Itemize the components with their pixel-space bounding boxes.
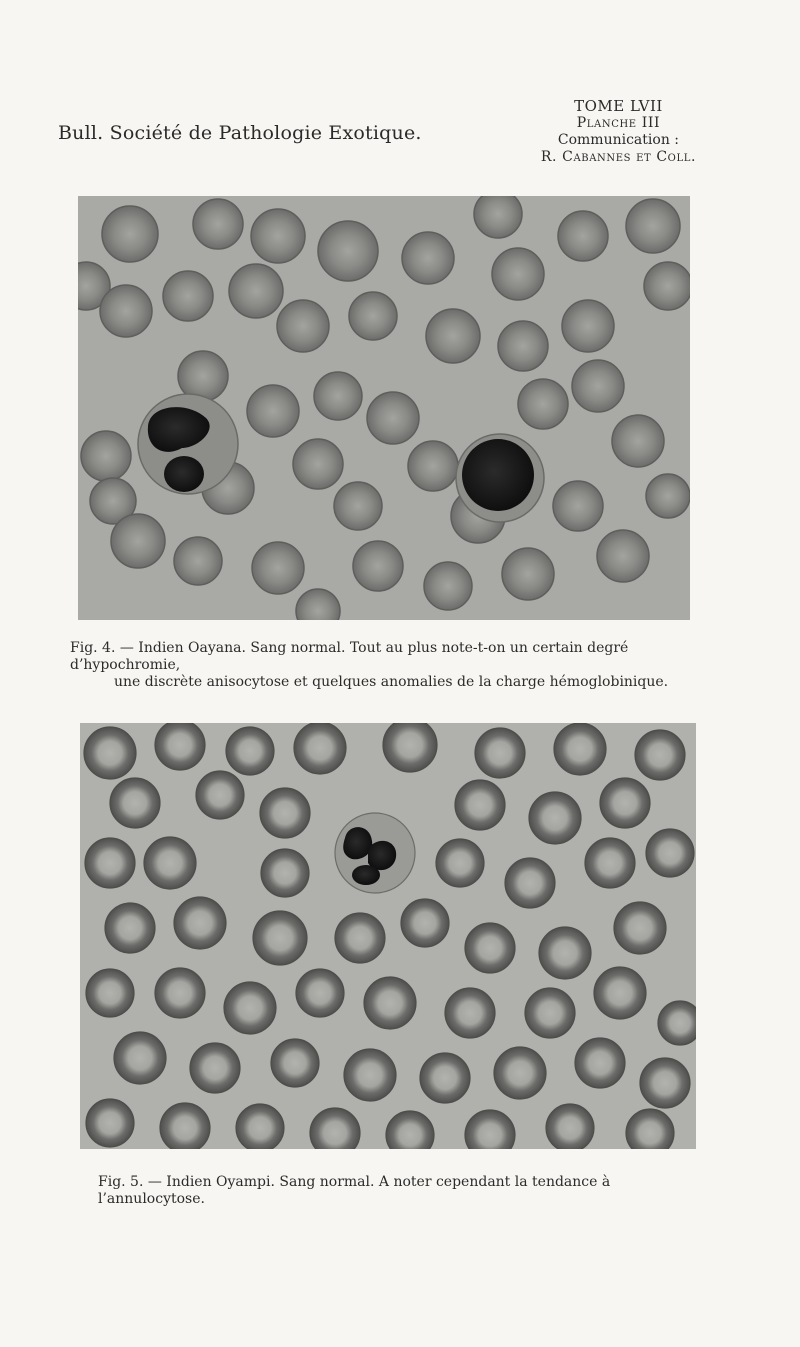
red-cell [86,969,134,1017]
red-cell [253,911,307,965]
red-cell [260,788,310,838]
red-cell [426,309,480,363]
red-cell [597,530,649,582]
red-cell [529,792,581,844]
red-cell [558,211,608,261]
red-cell [420,1053,470,1103]
red-cell [465,923,515,973]
red-cell [84,727,136,779]
red-cell [105,903,155,953]
figure-4-caption-line1: Fig. 4. — Indien Oayana. Sang normal. Tout au plus note-t-on un certain degré d’hypochromie, [70,640,629,673]
red-cell [196,771,244,819]
figure-4-micrograph [78,196,690,620]
red-cell [102,206,158,262]
red-cell [594,967,646,1019]
red-cell [553,481,603,531]
red-cell [614,902,666,954]
red-cell [640,1058,690,1108]
red-cell [190,1043,240,1093]
figure-5-caption: Fig. 5. — Indien Oyampi. Sang normal. A noter cependant la tendance à l’annulocytose. [98,1174,611,1207]
red-cell [229,264,283,318]
red-cell [155,968,205,1018]
red-cell [518,379,568,429]
red-cell [335,913,385,963]
red-cell [349,292,397,340]
red-cell [174,897,226,949]
communication-label: Communication : [557,132,679,148]
red-cell [383,723,437,772]
red-cell [646,474,690,518]
red-cell [296,969,344,1017]
tome-label: TOME LVII [574,97,663,115]
figure-5-micrograph [80,723,696,1149]
red-cell [658,1001,696,1045]
red-cell [318,221,378,281]
red-cell [498,321,548,371]
red-cell [455,780,505,830]
red-cell [445,988,495,1038]
red-cell [236,1104,284,1149]
journal-title: Bull. Société de Pathologie Exotique. [58,122,422,144]
red-cell [585,838,635,888]
red-cell [334,482,382,530]
red-cell [525,988,575,1038]
red-cell [502,548,554,600]
red-cell [402,232,454,284]
red-cell [475,728,525,778]
red-cell [367,392,419,444]
figure-4-image [78,196,690,620]
red-cell [539,927,591,979]
red-cell [600,778,650,828]
red-cell [424,562,472,610]
red-cell [562,300,614,352]
red-cell [160,1103,210,1149]
red-cell [492,248,544,300]
red-cell [163,271,213,321]
red-cell [408,441,458,491]
red-cell [100,285,152,337]
red-cell [294,723,346,774]
red-cell [401,899,449,947]
lymphocyte [456,434,544,522]
red-cell [271,1039,319,1087]
red-cell [546,1104,594,1149]
red-cell [111,514,165,568]
plate-label: Planche III [576,115,661,131]
red-cell [635,730,685,780]
red-cell [155,723,205,770]
red-cell [494,1047,546,1099]
figure-4-caption [70,640,730,691]
red-cell [575,1038,625,1088]
red-cell [293,439,343,489]
red-cell [224,982,276,1034]
red-cell [344,1049,396,1101]
red-cell [174,537,222,585]
red-cell [436,839,484,887]
red-cell [364,977,416,1029]
red-cell [353,541,403,591]
red-cell [247,385,299,437]
red-cell [81,431,131,481]
red-cell [572,360,624,412]
authors-label: R. Cabannes et Coll. [540,149,696,165]
red-cell [110,778,160,828]
red-cell [554,723,606,775]
red-cell [85,838,135,888]
red-cell [646,829,694,877]
red-cell [277,300,329,352]
red-cell [144,837,196,889]
red-cell [252,542,304,594]
red-cell [193,199,243,249]
red-cell [644,262,690,310]
red-cell [314,372,362,420]
red-cell [261,849,309,897]
red-cell [86,1099,134,1147]
neutrophil [138,394,238,494]
figure-4-caption-line2: une discrète anisocytose et quelques anomalies de la charge hémoglobinique. [114,674,669,690]
red-cell [505,858,555,908]
red-cell [251,209,305,263]
plate-info [541,98,696,166]
red-cell [114,1032,166,1084]
red-cell [612,415,664,467]
red-cell [474,196,522,238]
red-cell [226,727,274,775]
red-cell [626,199,680,253]
neutrophil [335,813,415,893]
figure-5-image [80,723,696,1149]
